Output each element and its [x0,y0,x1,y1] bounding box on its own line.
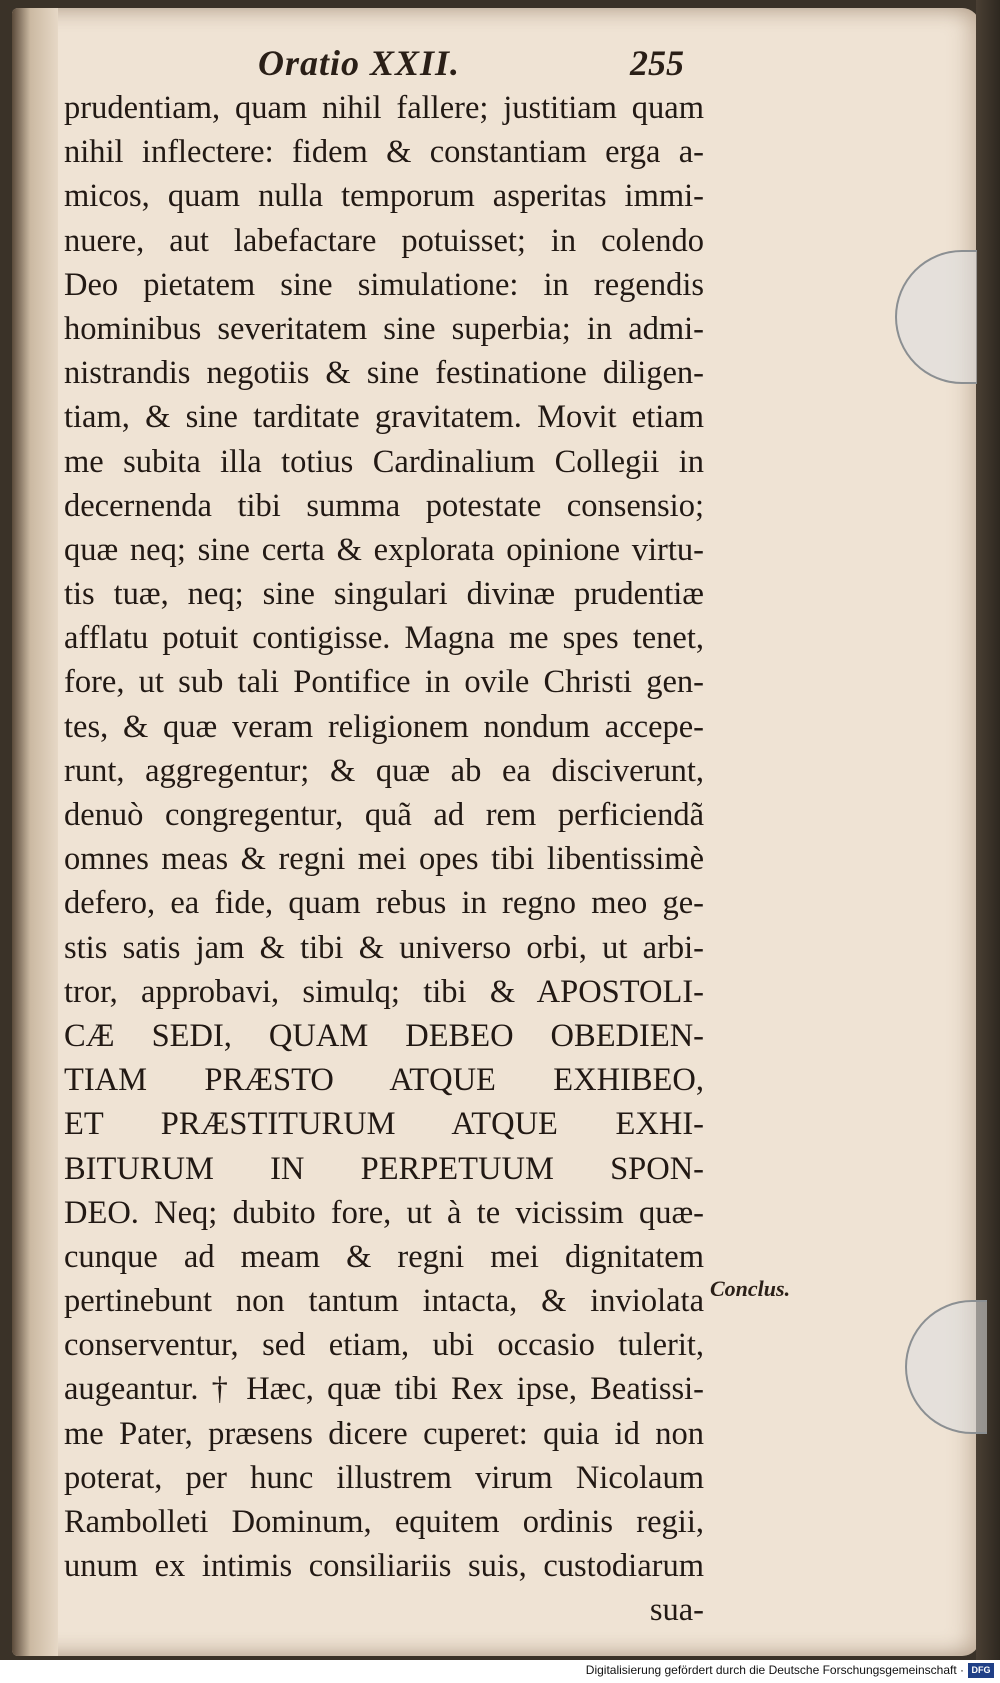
text-line: tror, approbavi, simulq; tibi & APOSTOLI- [64,973,704,1010]
text-line: fore, ut sub tali Pontifice in ovile Christi gen- [64,664,704,701]
text-line: nihil inflectere: fidem & constantiam erga a- [64,134,704,171]
text-line: pertinebunt non tantum intacta, & inviolata [64,1283,704,1320]
text-line: nuere, aut labefactare potuisset; in colendo [64,222,704,259]
text-line: augeantur. † Hæc, quæ tibi Rex ipse, Beatissi- [64,1371,704,1408]
text-line: runt, aggregentur; & quæ ab ea disciverunt, [64,752,704,789]
text-line: tiam, & sine tarditate gravitatem. Movit etiam [64,399,704,436]
binding-gutter [12,8,58,1656]
text-line: afflatu potuit contigisse. Magna me spes tenet, [64,620,704,657]
text-line: stis satis jam & tibi & universo orbi, ut arbi- [64,929,704,966]
text-line: defero, ea fide, quam rebus in regno meo ge- [64,885,704,922]
dfg-logo: DFG [968,1663,994,1678]
running-title: Oratio XXII. [258,43,461,83]
text-line: quæ neq; sine certa & explorata opinione virtu- [64,531,704,568]
text-line: prudentiam, quam nihil fallere; justitiam quam [64,90,704,126]
text-line: DEO. Neq; dubito fore, ut à te vicissim quæ- [64,1194,704,1231]
text-line: TIAM PRÆSTO ATQUE EXHIBEO, [64,1062,704,1099]
text-line: omnes meas & regni mei opes tibi libentissimè [64,841,704,878]
text-line: denuò congregentur, quã ad rem perficiendã [64,797,704,833]
text-line: me Pater, præsens dicere cuperet: quia id non [64,1415,704,1452]
funding-credit: Digitalisierung gefördert durch die Deutsche Forschungsgemeinschaft · [585,1663,964,1677]
text-line: micos, quam nulla temporum asperitas immi- [64,178,704,215]
text-line: Rambolleti Dominum, equitem ordinis regii, [64,1504,704,1540]
text-line: me subita illa totius Cardinalium Collegii in [64,443,704,480]
page-number: 255 [630,43,684,83]
margin-note: Conclus. [710,1276,791,1301]
body-text [64,86,704,1633]
text-line: poterat, per hunc illustrem virum Nicolaum [64,1459,704,1496]
text-line: Deo pietatem sine simulatione: in regendis [64,266,704,303]
text-line: BITURUM IN PERPETUUM SPON- [64,1150,704,1187]
text-line: sua- [649,1592,704,1629]
text-line: decernenda tibi summa potestate consensio; [64,487,704,524]
text-line: CÆ SEDI, QUAM DEBEO OBEDIEN- [64,1017,704,1054]
text-line: hominibus severitatem sine superbia; in admi- [64,310,704,347]
text-line: nistrandis negotiis & sine festinatione diligen- [64,355,704,392]
text-line: ET PRÆSTITURUM ATQUE EXHI- [64,1106,704,1143]
text-line: tis tuæ, neq; sine singulari divinæ prudentiæ [64,576,704,613]
text-line: unum ex intimis consiliariis suis, custodiarum [64,1548,704,1585]
text-line: tes, & quæ veram religionem nondum accepe- [64,708,704,745]
text-line: conserventur, sed etiam, ubi occasio tulerit, [64,1327,704,1364]
text-line: cunque ad meam & regni mei dignitatem [64,1238,704,1275]
